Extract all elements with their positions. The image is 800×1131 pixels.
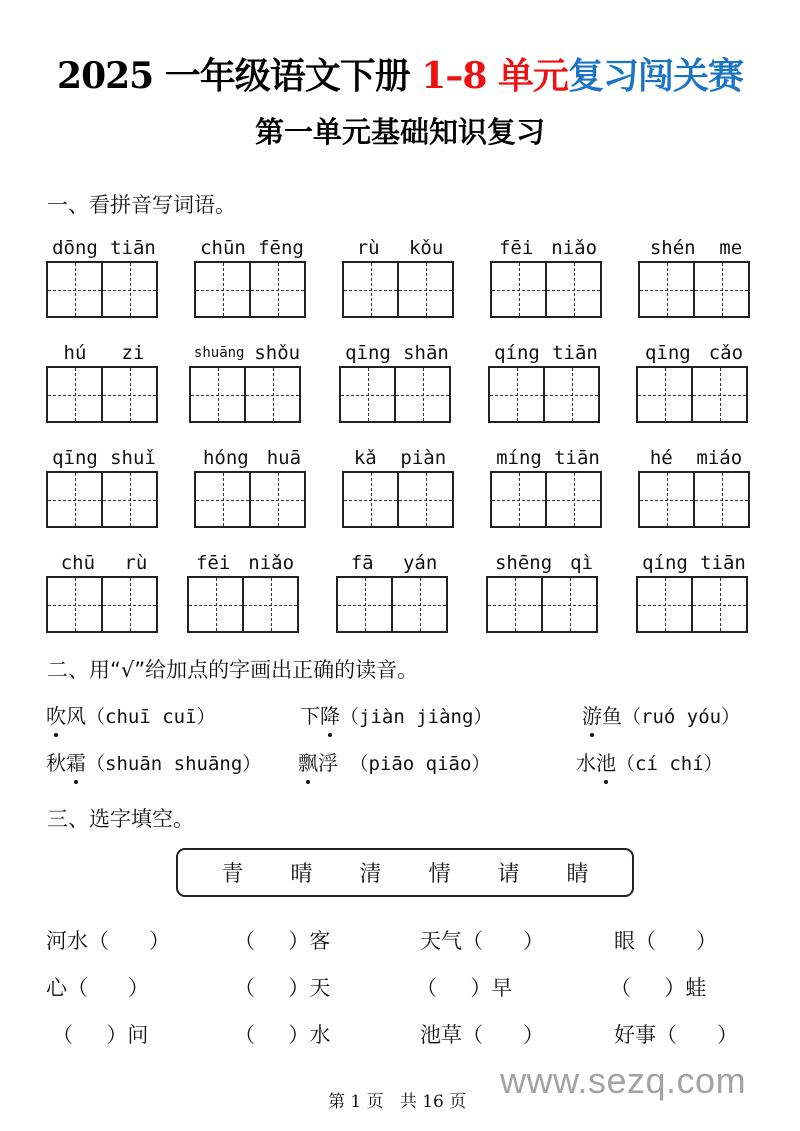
pinyin-choices[interactable]: （shuān shuāng） [86,753,262,775]
writing-boxes [194,471,306,528]
fill-blank-item[interactable]: （ ）客 [234,929,331,953]
tianzige-cell[interactable] [397,471,454,528]
pinyin-label [638,443,754,469]
writing-boxes [339,366,451,423]
tianzige-cell[interactable] [543,366,600,423]
pinyin-syllable: shǒu [254,342,301,364]
tianzige-cell[interactable] [101,366,158,423]
question-word [300,704,340,728]
word-char: 霜 [66,751,86,775]
fill-blank-item[interactable]: 河水（ ） [46,929,171,953]
tianzige-cell[interactable] [336,576,393,633]
question-word [46,751,86,775]
fill-blank-item[interactable]: （ ）早 [416,976,513,1000]
question-word [298,751,338,775]
tianzige-cell[interactable] [545,261,602,318]
pinyin-choices[interactable]: （jiàn jiàng） [340,706,493,728]
writing-boxes [189,366,301,423]
tianzige-cell[interactable] [101,261,158,318]
pinyin-label [46,233,162,259]
tianzige-cell[interactable] [397,261,454,318]
tianzige-cell[interactable] [339,366,396,423]
pinyin-label [194,443,310,469]
tianzige-cell[interactable] [691,366,748,423]
pinyin-syllable: piàn [400,447,447,469]
pinyin-syllable: rù [356,237,380,259]
document-title [0,52,800,100]
tianzige-cell[interactable] [342,261,399,318]
pinyin-syllable: miáo [696,447,743,469]
pinyin-syllable: shān [403,342,449,364]
tianzige-cell[interactable] [187,576,244,633]
word-char: 游 [582,704,602,728]
pinyin-syllable: tiān [110,237,156,259]
word-char: 飘 [298,751,318,775]
reading-question [576,749,723,778]
pinyin-syllable: hú [63,342,87,364]
fill-blank-item[interactable]: （ ）水 [234,1023,331,1047]
reading-question [300,702,492,731]
tianzige-cell[interactable] [693,471,750,528]
pinyin-label [46,548,162,574]
choice-char: 情 [428,862,451,887]
writing-boxes [46,366,158,423]
writing-boxes [636,366,748,423]
page-number: 第 1 页 共 16 页 [328,1092,467,1112]
writing-boxes [486,576,598,633]
writing-boxes [638,471,750,528]
title-part-units: 1–8 单元 [421,55,568,97]
question-word [576,751,616,775]
pinyin-label [46,338,162,364]
pinyin-syllable: hé [649,447,673,469]
pinyin-syllable: fēi [195,552,231,574]
word-char: 鱼 [602,704,622,728]
tianzige-cell[interactable] [490,471,547,528]
pinyin-label [488,338,604,364]
pinyin-choices[interactable]: （cí chí） [616,753,723,775]
question-word [582,704,622,728]
pinyin-syllable: dōng [52,237,98,259]
pinyin-syllable: shén [649,237,696,259]
fill-blank-item[interactable]: 池草（ ） [420,1023,545,1047]
pinyin-label [336,548,452,574]
choice-char: 睛 [566,862,589,887]
tianzige-cell[interactable] [101,576,158,633]
tianzige-cell[interactable] [242,576,299,633]
word-char: 吹 [46,704,66,728]
character-choice-box [176,848,634,897]
fill-blank-item[interactable]: （ ）问 [52,1023,149,1047]
pinyin-syllable: fēi [498,237,534,259]
tianzige-cell[interactable] [541,576,598,633]
pinyin-syllable: yán [402,552,438,574]
pinyin-label [194,233,310,259]
pinyin-syllable: qíng [642,552,688,574]
pinyin-label [490,443,606,469]
tianzige-cell[interactable] [101,471,158,528]
title-part-grade: 2025 一年级语文下册 [57,55,422,97]
writing-boxes [46,471,158,528]
section1-heading: 一、看拼音写词语。 [47,193,236,217]
pinyin-syllable: qì [570,552,594,574]
pinyin-syllable: niǎo [248,552,295,574]
word-char: 风 [66,704,86,728]
writing-boxes [490,261,602,318]
pinyin-syllable: qīng [644,342,691,364]
word-char: 降 [320,704,340,728]
reading-question [46,749,261,778]
pinyin-syllable: shēng [494,552,553,574]
pinyin-label [339,338,455,364]
writing-boxes [342,261,454,318]
choice-char: 晴 [290,862,313,887]
tianzige-cell[interactable] [194,471,251,528]
tianzige-cell[interactable] [249,261,306,318]
writing-boxes [187,576,299,633]
tianzige-cell[interactable] [636,576,693,633]
pinyin-syllable: fēng [258,237,304,259]
tianzige-cell[interactable] [249,471,306,528]
fill-blank-item[interactable]: 好事（ ） [614,1023,739,1047]
pinyin-label [636,548,752,574]
writing-boxes [194,261,306,318]
pinyin-label [46,443,162,469]
fill-blank-item[interactable]: 心（ ） [46,976,150,1000]
pinyin-syllable: chūn [200,237,246,259]
tianzige-cell[interactable] [486,576,543,633]
pinyin-label [486,548,602,574]
document-subtitle: 第一单元基础知识复习 [254,115,545,149]
writing-boxes [490,471,602,528]
pinyin-label [638,233,754,259]
pinyin-syllable: chū [60,552,96,574]
tianzige-cell[interactable] [490,261,547,318]
pinyin-syllable: cǎo [708,342,744,364]
question-word [46,704,86,728]
pinyin-syllable: fā [350,552,374,574]
writing-boxes [636,576,748,633]
pinyin-syllable: niǎo [551,237,598,259]
word-char: 下 [300,704,320,728]
tianzige-cell[interactable] [488,366,545,423]
pinyin-syllable: qīng [52,447,98,469]
word-char: 秋 [46,751,66,775]
pinyin-syllable: míng [496,447,542,469]
fill-blank-item[interactable]: （ ）天 [234,976,331,1000]
tianzige-cell[interactable] [691,576,748,633]
fill-blank-item[interactable]: （ ）蛙 [610,976,707,1000]
reading-question [582,702,740,731]
tianzige-cell[interactable] [391,576,448,633]
pinyin-syllable: huā [266,447,302,469]
choice-char: 请 [497,862,520,887]
writing-boxes [46,576,158,633]
reading-question [46,702,216,731]
tianzige-cell[interactable] [636,366,693,423]
section3-heading: 三、选字填空。 [47,807,194,831]
pinyin-syllable: qíng [494,342,540,364]
word-char: 水 [576,751,596,775]
pinyin-choices[interactable]: （ruó yóu） [622,706,741,728]
pinyin-choices[interactable]: （chuī cuī） [86,706,216,728]
tianzige-cell[interactable] [46,471,103,528]
pinyin-syllable: kǒu [408,237,444,259]
pinyin-syllable: shuāng [193,345,245,361]
tianzige-cell[interactable] [342,471,399,528]
pinyin-syllable: tiān [700,552,746,574]
word-char: 浮 [318,751,338,775]
pinyin-choices[interactable]: （piāo qiāo） [338,753,491,775]
pinyin-syllable: me [719,237,743,259]
section2-heading: 二、用“√”给加点的字画出正确的读音。 [47,658,419,682]
tianzige-cell[interactable] [46,261,103,318]
tianzige-cell[interactable] [46,576,103,633]
tianzige-cell[interactable] [693,261,750,318]
writing-boxes [342,471,454,528]
tianzige-cell[interactable] [244,366,301,423]
watermark: www.sezq.com [500,1060,747,1101]
pinyin-label [342,233,458,259]
pinyin-syllable: tiān [554,447,600,469]
pinyin-syllable: hóng [202,447,249,469]
word-char: 池 [596,751,616,775]
tianzige-cell[interactable] [189,366,246,423]
tianzige-cell[interactable] [46,366,103,423]
pinyin-syllable: tiān [552,342,598,364]
writing-boxes [46,261,158,318]
pinyin-syllable: qīng [345,342,391,364]
writing-boxes [336,576,448,633]
pinyin-label [342,443,458,469]
tianzige-cell[interactable] [638,471,695,528]
pinyin-syllable: shuǐ [110,447,156,469]
choice-char: 青 [221,862,244,887]
pinyin-syllable: zi [121,342,145,364]
writing-boxes [638,261,750,318]
pinyin-label [636,338,752,364]
pinyin-syllable: rù [124,552,148,574]
pinyin-label [189,338,305,364]
title-part-challenge: 复习闯关赛 [567,55,743,97]
tianzige-cell[interactable] [545,471,602,528]
choice-char: 清 [359,862,382,887]
fill-blank-item[interactable]: 天气（ ） [420,929,545,953]
reading-question [298,749,490,778]
tianzige-cell[interactable] [394,366,451,423]
pinyin-label [187,548,303,574]
pinyin-syllable: kǎ [353,447,377,469]
writing-boxes [488,366,600,423]
fill-blank-item[interactable]: 眼（ ） [614,929,718,953]
tianzige-cell[interactable] [194,261,251,318]
tianzige-cell[interactable] [638,261,695,318]
pinyin-label [490,233,606,259]
